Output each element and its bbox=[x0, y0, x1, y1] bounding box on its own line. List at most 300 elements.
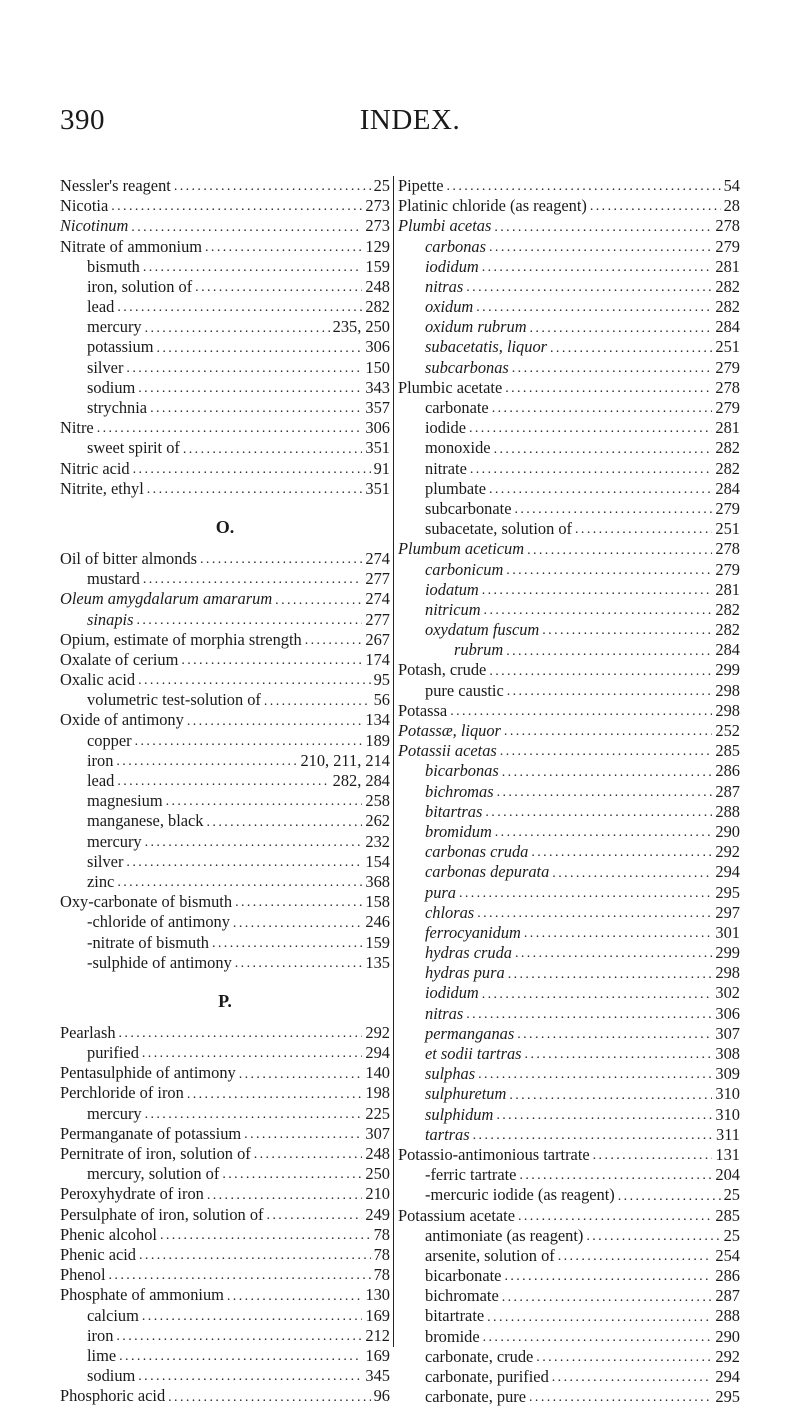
entry-term: carbonate, crude bbox=[425, 1346, 534, 1366]
entry-term: bicarbonas bbox=[425, 761, 499, 781]
entry-page-ref: 345 bbox=[365, 1366, 390, 1386]
index-entry bbox=[398, 257, 740, 277]
entry-page-ref: 54 bbox=[723, 175, 740, 195]
dot-leader bbox=[477, 906, 712, 922]
dot-leader bbox=[496, 1108, 712, 1124]
dot-leader bbox=[168, 1390, 370, 1406]
entry-term: iodide bbox=[425, 418, 466, 438]
index-entry bbox=[398, 701, 740, 721]
index-entry bbox=[398, 782, 740, 802]
dot-leader bbox=[235, 956, 363, 972]
entry-page-ref: 225 bbox=[365, 1103, 390, 1123]
entry-term: hydras pura bbox=[425, 963, 505, 983]
entry-page-ref: 351 bbox=[365, 478, 390, 498]
entry-term: tartras bbox=[425, 1124, 470, 1144]
entry-page-ref: 252 bbox=[715, 721, 740, 741]
entry-page-ref: 281 bbox=[715, 256, 740, 276]
entry-term: manganese, black bbox=[87, 811, 204, 831]
entry-term: bitartras bbox=[425, 801, 483, 821]
entry-term: Pentasulphide of antimony bbox=[60, 1063, 236, 1083]
entry-page-ref: 307 bbox=[365, 1123, 390, 1143]
index-entry bbox=[60, 1104, 390, 1124]
index-entry bbox=[60, 650, 390, 670]
dot-leader bbox=[482, 583, 713, 599]
entry-page-ref: 279 bbox=[715, 357, 740, 377]
entry-term: lead bbox=[87, 771, 115, 791]
entry-page-ref: 294 bbox=[365, 1043, 390, 1063]
entry-page-ref: 248 bbox=[365, 276, 390, 296]
dot-leader bbox=[227, 1289, 363, 1305]
dot-leader bbox=[550, 341, 712, 357]
dot-leader bbox=[145, 835, 363, 851]
dot-leader bbox=[264, 694, 371, 710]
index-column-right bbox=[398, 175, 740, 1407]
entry-term: nitras bbox=[425, 1003, 464, 1023]
entry-page-ref: 277 bbox=[365, 569, 390, 589]
entry-page-ref: 288 bbox=[715, 1306, 740, 1326]
entry-page-ref: 250 bbox=[365, 1164, 390, 1184]
dot-leader bbox=[447, 179, 721, 195]
dot-leader bbox=[482, 260, 713, 276]
entry-page-ref: 262 bbox=[365, 811, 390, 831]
index-entry bbox=[60, 378, 390, 398]
dot-leader bbox=[156, 341, 362, 357]
dot-leader bbox=[512, 361, 713, 377]
index-entry bbox=[60, 771, 390, 791]
entry-term: Potassii acetas bbox=[398, 741, 497, 761]
dot-leader bbox=[207, 1188, 363, 1204]
index-entry bbox=[398, 499, 740, 519]
entry-term: carbonate, purified bbox=[425, 1367, 549, 1387]
index-entry bbox=[60, 479, 390, 499]
dot-leader bbox=[233, 916, 362, 932]
index-entry bbox=[398, 277, 740, 297]
dot-leader bbox=[195, 280, 362, 296]
dot-leader bbox=[239, 1067, 363, 1083]
entry-term: sodium bbox=[87, 377, 136, 397]
column-divider bbox=[393, 176, 394, 1347]
entry-page-ref: 298 bbox=[715, 700, 740, 720]
index-entry bbox=[60, 610, 390, 630]
dot-leader bbox=[187, 714, 363, 730]
entry-term: subcarbonate bbox=[425, 498, 512, 518]
entry-term: purified bbox=[87, 1043, 139, 1063]
index-entry bbox=[60, 1285, 390, 1305]
entry-term: silver bbox=[87, 851, 124, 871]
dot-leader bbox=[111, 199, 362, 215]
index-entry bbox=[398, 963, 740, 983]
index-entry bbox=[60, 933, 390, 953]
dot-leader bbox=[160, 1228, 371, 1244]
entry-term: monoxide bbox=[425, 438, 491, 458]
index-entry bbox=[60, 358, 390, 378]
dot-leader bbox=[222, 1167, 362, 1183]
entry-term: rubrum bbox=[454, 640, 504, 660]
entry-term: pura bbox=[425, 882, 456, 902]
entry-term: carbonate bbox=[425, 398, 489, 418]
dot-leader bbox=[145, 1107, 363, 1123]
entry-term: Plumbum aceticum bbox=[398, 539, 525, 559]
entry-term: Nitrite, ethyl bbox=[60, 478, 144, 498]
index-entry bbox=[398, 1226, 740, 1246]
dot-leader bbox=[207, 815, 363, 831]
entry-page-ref: 131 bbox=[715, 1144, 740, 1164]
dot-leader bbox=[131, 220, 362, 236]
entry-term: antimoniate (as reagent) bbox=[425, 1225, 584, 1245]
dot-leader bbox=[267, 1208, 363, 1224]
entry-term: -nitrate of bismuth bbox=[87, 932, 209, 952]
index-entry bbox=[398, 1185, 740, 1205]
dot-leader bbox=[469, 421, 712, 437]
dot-leader bbox=[552, 1370, 713, 1386]
index-entry bbox=[398, 418, 740, 438]
entry-page-ref: 158 bbox=[365, 892, 390, 912]
entry-term: sodium bbox=[87, 1366, 136, 1386]
index-entry bbox=[398, 903, 740, 923]
entry-page-ref: 278 bbox=[715, 216, 740, 236]
index-entry bbox=[60, 711, 390, 731]
dot-leader bbox=[136, 613, 362, 629]
entry-term: plumbate bbox=[425, 478, 486, 498]
entry-term: Pernitrate of iron, solution of bbox=[60, 1144, 251, 1164]
index-entry bbox=[60, 176, 390, 196]
dot-leader bbox=[518, 1209, 712, 1225]
entry-term: permanganas bbox=[425, 1023, 515, 1043]
entry-page-ref: 278 bbox=[715, 539, 740, 559]
index-entry bbox=[398, 721, 740, 741]
dot-leader bbox=[492, 401, 713, 417]
entry-term: copper bbox=[87, 730, 132, 750]
index-entry bbox=[398, 1145, 740, 1165]
dot-leader bbox=[508, 967, 713, 983]
entry-term: nitrate bbox=[425, 458, 467, 478]
dot-leader bbox=[530, 321, 713, 337]
entry-page-ref: 297 bbox=[715, 902, 740, 922]
dot-leader bbox=[502, 765, 713, 781]
entry-term: bichromas bbox=[425, 781, 494, 801]
entry-term: Nitrate of ammonium bbox=[60, 236, 203, 256]
entry-page-ref: 278 bbox=[715, 377, 740, 397]
entry-term: Oxy-carbonate of bismuth bbox=[60, 892, 233, 912]
entry-term: sweet spirit of bbox=[87, 438, 180, 458]
dot-leader bbox=[495, 825, 713, 841]
dot-leader bbox=[519, 1168, 712, 1184]
entry-term: Plumbic acetate bbox=[398, 377, 503, 397]
entry-page-ref: 294 bbox=[715, 862, 740, 882]
index-entry bbox=[398, 1105, 740, 1125]
dot-leader bbox=[504, 1269, 712, 1285]
entry-page-ref: 288 bbox=[715, 801, 740, 821]
index-entry bbox=[60, 277, 390, 297]
index-entry bbox=[398, 1064, 740, 1084]
entry-page-ref: 129 bbox=[365, 236, 390, 256]
entry-page-ref: 290 bbox=[715, 1326, 740, 1346]
index-entry bbox=[398, 560, 740, 580]
index-entry bbox=[60, 257, 390, 277]
index-entry bbox=[398, 297, 740, 317]
entry-page-ref: 140 bbox=[365, 1063, 390, 1083]
entry-term: oxidum rubrum bbox=[425, 317, 527, 337]
entry-page-ref: 279 bbox=[715, 559, 740, 579]
dot-leader bbox=[183, 442, 363, 458]
dot-leader bbox=[275, 593, 362, 609]
entry-term: mercury, solution of bbox=[87, 1164, 220, 1184]
entry-term: iron bbox=[87, 1325, 114, 1345]
index-entry bbox=[60, 297, 390, 317]
entry-term: subacetate, solution of bbox=[425, 519, 573, 539]
entry-page-ref: 232 bbox=[365, 831, 390, 851]
dot-leader bbox=[470, 462, 713, 478]
dot-leader bbox=[542, 623, 712, 639]
entry-page-ref: 78 bbox=[373, 1224, 390, 1244]
entry-page-ref: 56 bbox=[373, 690, 390, 710]
index-entry bbox=[398, 1307, 740, 1327]
entry-page-ref: 251 bbox=[715, 519, 740, 539]
dot-leader bbox=[489, 664, 712, 680]
entry-term: Potassium acetate bbox=[398, 1205, 515, 1225]
entry-page-ref: 248 bbox=[365, 1144, 390, 1164]
index-entry bbox=[398, 479, 740, 499]
dot-leader bbox=[116, 754, 297, 770]
dot-leader bbox=[504, 724, 712, 740]
index-entry bbox=[398, 1004, 740, 1024]
index-entry bbox=[60, 216, 390, 236]
entry-term: Platinic chloride (as reagent) bbox=[398, 196, 587, 216]
entry-term: iodatum bbox=[425, 579, 479, 599]
index-entry bbox=[398, 1327, 740, 1347]
entry-page-ref: 189 bbox=[365, 730, 390, 750]
entry-term: Permanganate of potassium bbox=[60, 1123, 242, 1143]
entry-page-ref: 306 bbox=[365, 337, 390, 357]
entry-page-ref: 249 bbox=[365, 1204, 390, 1224]
dot-leader bbox=[117, 774, 329, 790]
entry-page-ref: 91 bbox=[373, 458, 390, 478]
entry-page-ref: 159 bbox=[365, 932, 390, 952]
entry-page-ref: 309 bbox=[715, 1064, 740, 1084]
entry-term: iodidum bbox=[425, 256, 479, 276]
entry-page-ref: 274 bbox=[365, 548, 390, 568]
index-entry bbox=[60, 1366, 390, 1386]
index-entry bbox=[398, 761, 740, 781]
dot-leader bbox=[145, 321, 330, 337]
index-entry bbox=[398, 862, 740, 882]
index-entry bbox=[60, 1043, 390, 1063]
entry-page-ref: 169 bbox=[365, 1345, 390, 1365]
index-entry bbox=[398, 1125, 740, 1145]
entry-term: Phosphoric acid bbox=[60, 1386, 166, 1406]
entry-term: Peroxyhydrate of iron bbox=[60, 1184, 204, 1204]
dot-leader bbox=[143, 572, 363, 588]
dot-leader bbox=[466, 1007, 712, 1023]
entry-page-ref: 285 bbox=[715, 741, 740, 761]
entry-page-ref: 282 bbox=[715, 276, 740, 296]
dot-leader bbox=[174, 179, 371, 195]
entry-term: Potassa bbox=[398, 700, 448, 720]
index-entry bbox=[60, 1023, 390, 1043]
entry-term: arsenite, solution of bbox=[425, 1245, 555, 1265]
entry-page-ref: 134 bbox=[365, 710, 390, 730]
entry-page-ref: 174 bbox=[365, 649, 390, 669]
entry-term: mercury bbox=[87, 1103, 142, 1123]
index-entry bbox=[60, 1184, 390, 1204]
index-entry bbox=[398, 1165, 740, 1185]
dot-leader bbox=[575, 522, 712, 538]
entry-page-ref: 308 bbox=[715, 1044, 740, 1064]
entry-term: hydras cruda bbox=[425, 943, 512, 963]
index-entry bbox=[398, 398, 740, 418]
entry-page-ref: 169 bbox=[365, 1305, 390, 1325]
entry-page-ref: 25 bbox=[373, 175, 390, 195]
index-entry bbox=[60, 912, 390, 932]
index-entry bbox=[398, 1206, 740, 1226]
index-entry bbox=[398, 196, 740, 216]
entry-page-ref: 301 bbox=[715, 922, 740, 942]
index-entry bbox=[398, 1266, 740, 1286]
entry-page-ref: 25 bbox=[723, 1225, 740, 1245]
entry-term: bicarbonate bbox=[425, 1266, 502, 1286]
index-entry bbox=[60, 832, 390, 852]
entry-term: Pearlash bbox=[60, 1022, 116, 1042]
dot-leader bbox=[459, 886, 712, 902]
index-entry bbox=[60, 1124, 390, 1144]
entry-term: sinapis bbox=[87, 609, 134, 629]
entry-page-ref: 295 bbox=[715, 1387, 740, 1407]
entry-page-ref: 343 bbox=[365, 377, 390, 397]
entry-term: bitartrate bbox=[425, 1306, 485, 1326]
entry-page-ref: 292 bbox=[715, 842, 740, 862]
entry-term: Oxalate of cerium bbox=[60, 649, 179, 669]
index-entry bbox=[60, 398, 390, 418]
dot-leader bbox=[593, 1148, 713, 1164]
entry-page-ref: 279 bbox=[715, 398, 740, 418]
entry-term: carbonicum bbox=[425, 559, 504, 579]
dot-leader bbox=[119, 1026, 363, 1042]
index-entry bbox=[398, 600, 740, 620]
entry-page-ref: 267 bbox=[365, 629, 390, 649]
dot-leader bbox=[126, 361, 362, 377]
dot-leader bbox=[138, 673, 371, 689]
index-entry bbox=[398, 176, 740, 196]
dot-leader bbox=[212, 936, 362, 952]
entry-page-ref: 251 bbox=[715, 337, 740, 357]
index-entry bbox=[398, 661, 740, 681]
entry-page-ref: 150 bbox=[365, 357, 390, 377]
entry-term: carbonas cruda bbox=[425, 842, 529, 862]
entry-term: -mercuric iodide (as reagent) bbox=[425, 1185, 615, 1205]
entry-term: subcarbonas bbox=[425, 357, 509, 377]
dot-leader bbox=[502, 1290, 713, 1306]
entry-term: bromidum bbox=[425, 821, 492, 841]
dot-leader bbox=[497, 785, 713, 801]
index-entry bbox=[60, 569, 390, 589]
entry-page-ref: 282 bbox=[715, 438, 740, 458]
index-entry bbox=[398, 681, 740, 701]
entry-term: Potash, crude bbox=[398, 660, 487, 680]
entry-page-ref: 154 bbox=[365, 851, 390, 871]
dot-leader bbox=[484, 603, 713, 619]
entry-term: Persulphate of iron, solution of bbox=[60, 1204, 264, 1224]
entry-page-ref: 298 bbox=[715, 963, 740, 983]
entry-term: Nicotinum bbox=[60, 216, 129, 236]
dot-leader bbox=[205, 240, 362, 256]
dot-leader bbox=[119, 1349, 362, 1365]
index-entry bbox=[60, 731, 390, 751]
entry-term: carbonate, pure bbox=[425, 1387, 527, 1407]
entry-term: chloras bbox=[425, 902, 475, 922]
dot-leader bbox=[143, 260, 363, 276]
section-letter: O. bbox=[215, 517, 235, 537]
dot-leader bbox=[618, 1189, 721, 1205]
dot-leader bbox=[509, 1088, 712, 1104]
index-entry bbox=[398, 1084, 740, 1104]
entry-page-ref: 298 bbox=[715, 680, 740, 700]
entry-term: Phosphate of ammonium bbox=[60, 1285, 224, 1305]
index-entry bbox=[60, 317, 390, 337]
dot-leader bbox=[139, 1248, 371, 1264]
dot-leader bbox=[487, 1310, 712, 1326]
entry-page-ref: 279 bbox=[715, 498, 740, 518]
index-entry bbox=[398, 741, 740, 761]
entry-page-ref: 281 bbox=[715, 579, 740, 599]
entry-term: subacetatis, liquor bbox=[425, 337, 548, 357]
entry-page-ref: 284 bbox=[715, 317, 740, 337]
entry-term: Nitric acid bbox=[60, 458, 130, 478]
index-entry bbox=[60, 1386, 390, 1406]
index-entry bbox=[60, 872, 390, 892]
index-entry bbox=[398, 317, 740, 337]
entry-page-ref: 210 bbox=[365, 1184, 390, 1204]
entry-page-ref: 299 bbox=[715, 943, 740, 963]
dot-leader bbox=[482, 987, 713, 1003]
entry-page-ref: 282 bbox=[365, 297, 390, 317]
index-entry bbox=[60, 892, 390, 912]
page-title: INDEX. bbox=[359, 104, 461, 136]
entry-term: mercury bbox=[87, 317, 142, 337]
entry-page-ref: 307 bbox=[715, 1023, 740, 1043]
dot-leader bbox=[117, 300, 362, 316]
entry-term: iodidum bbox=[425, 983, 479, 1003]
entry-term: potassium bbox=[87, 337, 154, 357]
index-entry bbox=[60, 1346, 390, 1366]
dot-leader bbox=[476, 300, 712, 316]
entry-page-ref: 282 bbox=[715, 620, 740, 640]
dot-leader bbox=[142, 1309, 363, 1325]
dot-leader bbox=[473, 1128, 713, 1144]
entry-term: mercury bbox=[87, 831, 142, 851]
dot-leader bbox=[506, 644, 712, 660]
index-entry bbox=[60, 589, 390, 609]
entry-term: Phenic alcohol bbox=[60, 1224, 157, 1244]
dot-leader bbox=[244, 1127, 362, 1143]
index-entry bbox=[398, 822, 740, 842]
entry-page-ref: 290 bbox=[715, 821, 740, 841]
entry-term: iron, solution of bbox=[87, 276, 193, 296]
entry-page-ref: 282 bbox=[715, 458, 740, 478]
index-entry bbox=[398, 459, 740, 479]
entry-term: Oxalic acid bbox=[60, 670, 136, 690]
entry-page-ref: 258 bbox=[365, 791, 390, 811]
dot-leader bbox=[135, 734, 363, 750]
entry-term: Plumbi acetas bbox=[398, 216, 492, 236]
entry-page-ref: 357 bbox=[365, 398, 390, 418]
dot-leader bbox=[494, 220, 712, 236]
dot-leader bbox=[133, 462, 371, 478]
dot-leader bbox=[500, 744, 713, 760]
index-entry bbox=[60, 1245, 390, 1265]
entry-page-ref: 204 bbox=[715, 1165, 740, 1185]
dot-leader bbox=[235, 895, 362, 911]
entry-page-ref: 78 bbox=[373, 1244, 390, 1264]
